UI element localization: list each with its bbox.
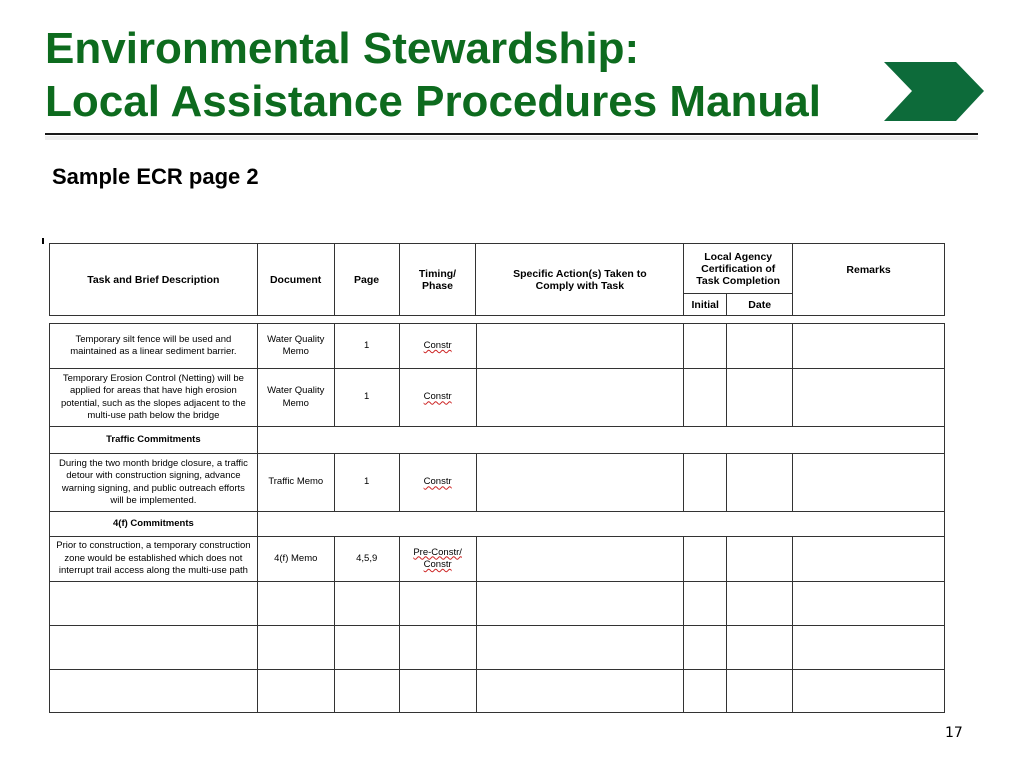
- row-remarks: [793, 324, 945, 369]
- title-divider-shadow: [45, 136, 978, 140]
- header-page: Page: [334, 244, 399, 316]
- empty-row: [50, 582, 945, 626]
- header-actions: Specific Action(s) Taken to Comply with Task: [476, 244, 684, 316]
- empty-row: [50, 670, 945, 713]
- timing-line-1: Pre-Constr/: [413, 546, 462, 558]
- row-initial: [684, 454, 727, 512]
- ecr-body-table: [49, 323, 945, 713]
- header-remarks: Remarks: [793, 244, 945, 316]
- row-document: Water Quality Memo: [257, 369, 334, 427]
- row-task: Temporary silt fence will be used and maintained as a linear sediment barrier.: [50, 324, 258, 369]
- row-date: [727, 324, 793, 369]
- row-document: 4(f) Memo: [257, 537, 334, 582]
- row-initial: [684, 537, 727, 582]
- scan-mark: [42, 238, 44, 244]
- row-timing: [399, 537, 476, 582]
- table-row: [50, 369, 945, 427]
- row-page: 1: [334, 324, 399, 369]
- row-task: During the two month bridge closure, a traffic detour with construction signing, advance warning signing, and public outreach efforts will be implemented.: [50, 454, 258, 512]
- header-initial: Initial: [684, 294, 727, 316]
- row-date: [727, 369, 793, 427]
- row-timing: Constr: [399, 454, 476, 512]
- chevron-right-icon: [884, 62, 984, 122]
- row-document: Traffic Memo: [257, 454, 334, 512]
- row-timing: Constr: [399, 324, 476, 369]
- header-document: Document: [257, 244, 334, 316]
- page-number: 17: [945, 725, 963, 741]
- row-task: Temporary Erosion Control (Netting) will be applied for areas that have high erosion potential, such as the slopes adjacent to the multi-use path below the bridge: [50, 369, 258, 427]
- slide-subtitle: Sample ECR page 2: [52, 164, 259, 189]
- row-actions: [476, 454, 684, 512]
- header-task: Task and Brief Description: [50, 244, 258, 316]
- empty-row: [50, 626, 945, 670]
- title-line-2: Local Assistance Procedures Manual: [45, 77, 821, 126]
- row-date: [727, 537, 793, 582]
- row-actions: [476, 369, 684, 427]
- row-date: [727, 454, 793, 512]
- table-row: [50, 454, 945, 512]
- title-line-1: Environmental Stewardship:: [45, 24, 640, 73]
- title-divider: [45, 133, 978, 135]
- header-date: Date: [727, 294, 793, 316]
- section-row: [50, 512, 945, 537]
- slide-title: [45, 22, 821, 128]
- table-row: [50, 324, 945, 369]
- row-remarks: [793, 537, 945, 582]
- row-initial: [684, 369, 727, 427]
- row-remarks: [793, 369, 945, 427]
- row-actions: [476, 537, 684, 582]
- section-traffic-commitments: Traffic Commitments: [50, 427, 258, 454]
- row-task: Prior to construction, a temporary construction zone would be established which does not interrupt trail access along the multi-use path: [50, 537, 258, 582]
- table-row: [50, 537, 945, 582]
- section-empty-cell: [257, 512, 944, 537]
- section-row: [50, 427, 945, 454]
- section-4f-commitments: 4(f) Commitments: [50, 512, 258, 537]
- row-initial: [684, 324, 727, 369]
- row-timing: Constr: [399, 369, 476, 427]
- row-page: 1: [334, 369, 399, 427]
- row-page: 4,5,9: [334, 537, 399, 582]
- row-document: Water Quality Memo: [257, 324, 334, 369]
- row-actions: [476, 324, 684, 369]
- header-certification: Local Agency Certification of Task Completion: [684, 244, 793, 294]
- row-remarks: [793, 454, 945, 512]
- timing-line-2: Constr: [423, 559, 452, 570]
- section-empty-cell: [257, 427, 944, 454]
- ecr-header-table: [49, 243, 945, 316]
- row-page: 1: [334, 454, 399, 512]
- header-timing: Timing/ Phase: [399, 244, 476, 316]
